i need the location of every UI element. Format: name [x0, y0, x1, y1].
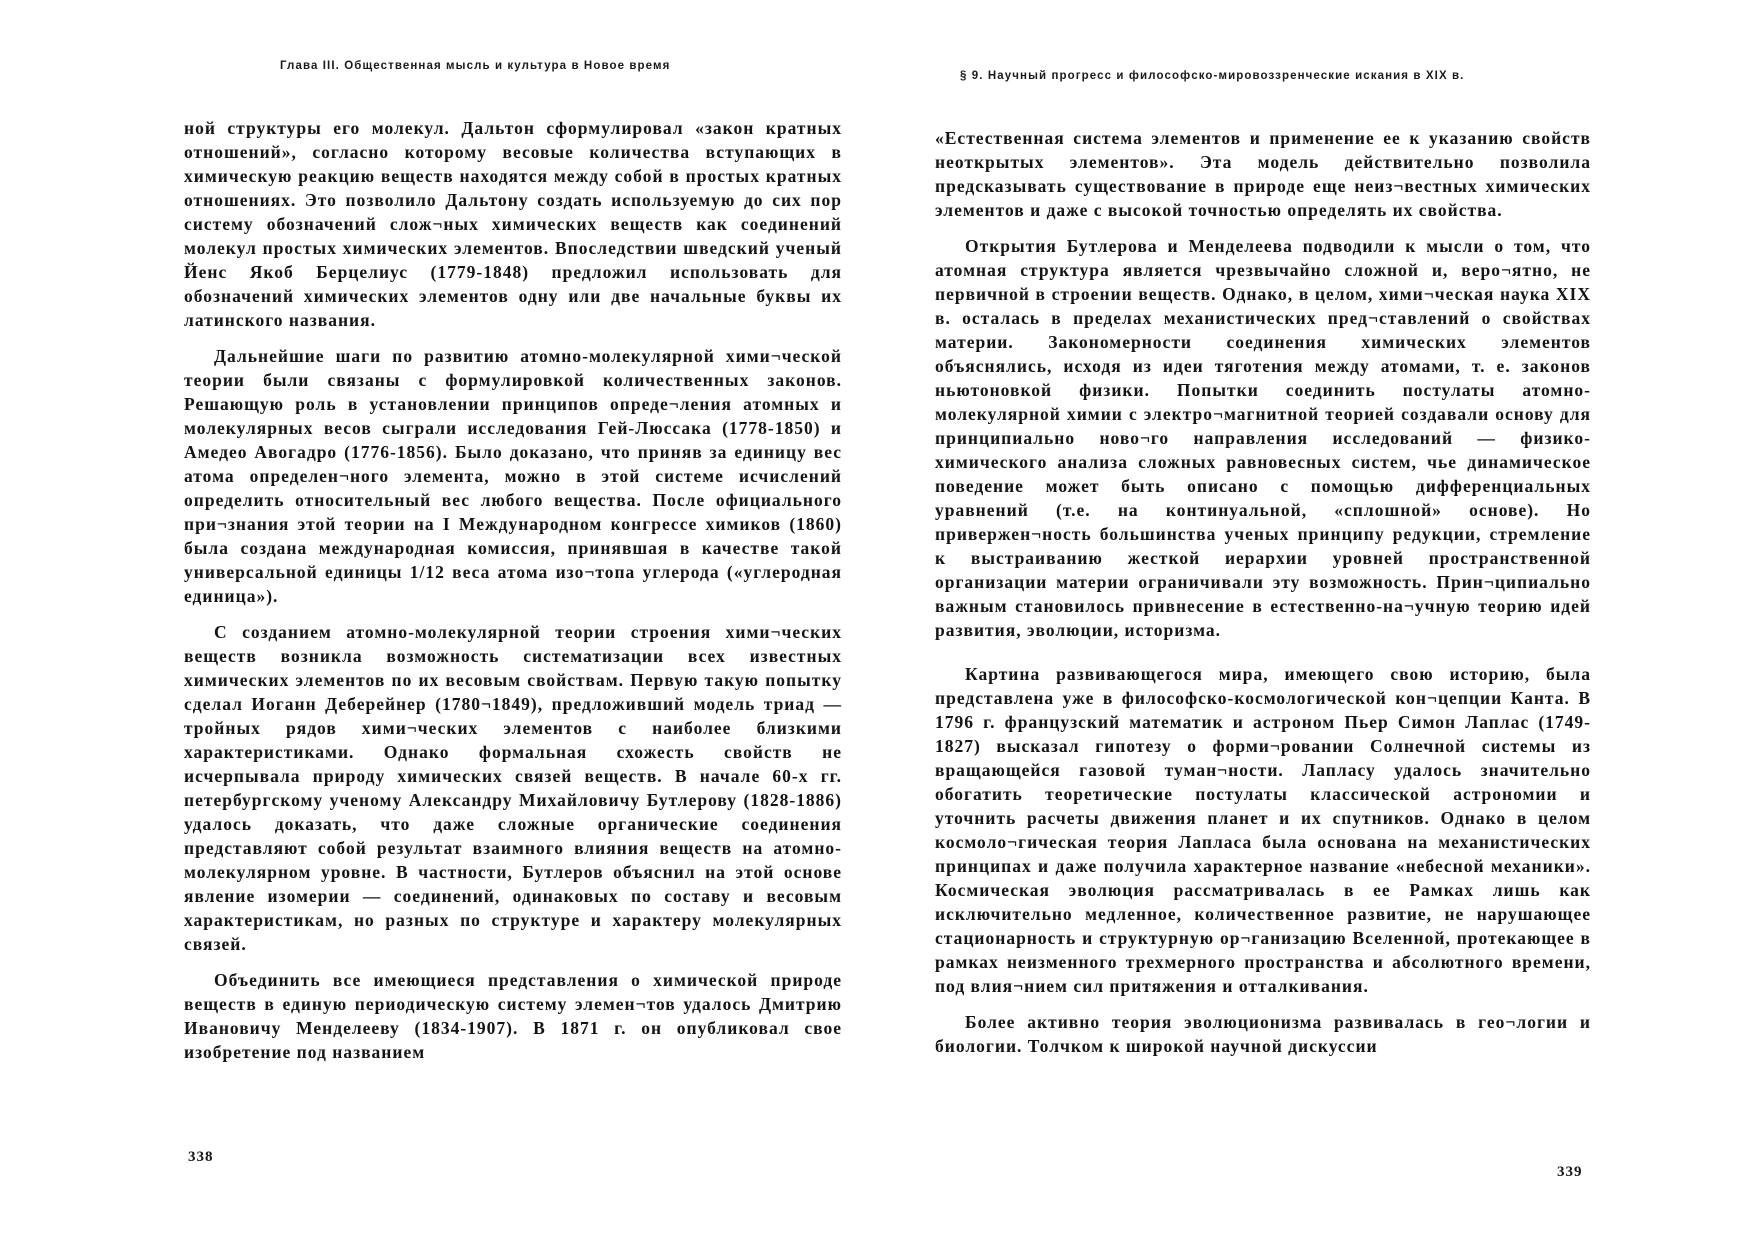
paragraph: Объединить все имеющиеся представления о химической природе веществ в единую периодическую систему элемен¬тов удалось Дмитрию Ивановичу Менделееву (1834-1907). В 1871 г. он опубликовал свое изобретение под названием	[184, 970, 842, 1062]
paragraph: ной структуры его молекул. Дальтон сформулировал «закон кратных отношений», согласно которому весовые количества вступающих в химическую реакцию веществ находятся между собой в простых кратных отношениях. Это позволило Дальтону создать используемую до сих пор систему обозначений слож¬ных химических веществ как соединений молекул простых химических элементов. Впоследствии шведский ученый Йенс Якоб Берцелиус (1779-1848) предложил использовать для обозначений химических элементов одну или две начальные буквы их латинского названия.	[184, 118, 842, 330]
running-head: Глава III. Общественная мысль и культура в Новое время	[280, 60, 671, 72]
right-page	[877, 0, 1754, 1239]
body-text	[184, 116, 842, 1076]
body-text	[935, 126, 1591, 1070]
paragraph: Открытия Бутлерова и Менделеева подводили к мысли о том, что атомная структура является чрезвычайно сложной и, веро¬ятно, не первичной в строении веществ. Однако, в целом, хими¬ческая наука XIX в. осталась в пределах механистических пред¬ставлений о свойствах материи. Закономерности соединения химических элементов объяснялись, исходя из идеи тяготения между атомами, т. е. законов ньютоновкой физики. Попытки соединить постулаты атомно-молекулярной химии с электро¬магнитной теорией создавали основу для принципиально ново¬го направления исследований — физико-химического анализа сложных равновесных систем, чье динамическое поведение может быть описано с помощью дифференциальных уравнений (т.е. на континуальной, «сплошной» основе). Но привержен¬ность большинства ученых принципу редукции, стремление к выстраиванию жесткой иерархии уровней пространственной организации материи ограничивали эту возможность. Прин¬ципиально важным становилось привнесение в естественно-на¬учную теорию идей развития, эволюции, историзма.	[935, 236, 1591, 640]
paragraph: Картина развивающегося мира, имеющего свою историю, была представлена уже в философско-космологической кон¬цепции Канта. В 1796 г. французский математик и астроном Пьер Симон Лаплас (1749-1827) высказал гипотезу о форми¬ровании Солнечной системы из вращающейся газовой туман¬ности. Лапласу удалось значительно обогатить теоретические постулаты классической астрономии и уточнить расчеты движения планет и их спутников. Однако в целом космоло¬гическая теория Лапласа была основана на механистических принципах и даже получила характерное название «небесной механики». Космическая эволюция рассматривалась в ее Рамках лишь как исключительно медленное, количественное развитие, не нарушающее стационарность и структурную ор¬ганизацию Вселенной, протекающее в рамках неизменного трехмерного пространства и абсолютного времени, под влия¬нием сил притяжения и отталкивания.	[935, 664, 1591, 996]
running-head: § 9. Научный прогресс и философско-мировоззренческие искания в XIX в.	[960, 70, 1465, 82]
page-number: 339	[1557, 1164, 1583, 1180]
paragraph: Дальнейшие шаги по развитию атомно-молекулярной хими¬ческой теории были связаны с формулировкой количественных законов. Решающую роль в установлении принципов опреде¬ления атомных и молекулярных весов сыграли исследования Гей-Люссака (1778-1850) и Амедео Авогадро (1776-1856). Было доказано, что приняв за единицу вес атома определен¬ного элемента, можно в этой системе исчислений определить относительный вес любого вещества. После официального при¬знания этой теории на I Международном конгрессе химиков (1860) была создана международная комиссия, принявшая в качестве такой универсальной единицы 1/12 веса атома изо¬топа углерода («углеродная единица»).	[184, 346, 842, 606]
paragraph: Более активно теория эволюционизма развивалась в гео¬логии и биологии. Толчком к широкой научной дискуссии	[935, 1012, 1591, 1056]
paragraph: «Естественная система элементов и применение ее к указанию свойств неоткрытых элементов». Эта модель действительно позволила предсказывать существование в природе еще неиз¬вестных химических элементов и даже с высокой точностью определять их свойства.	[935, 128, 1591, 220]
page-number: 338	[188, 1149, 214, 1165]
paragraph: С созданием атомно-молекулярной теории строения хими¬ческих веществ возникла возможность систематизации всех известных химических элементов по их весовым свойствам. Первую такую попытку сделал Иоганн Деберейнер (1780¬1849), предложивший модель триад — тройных рядов хими¬ческих элементов с наиболее близкими характеристиками. Однако формальная схожесть свойств не исчерпывала природу химических связей веществ. В начале 60-х гг. петербургскому ученому Александру Михайловичу Бутлерову (1828-1886) удалось доказать, что даже сложные органические соединения представляют собой результат взаимного влияния веществ на атомно-молекулярном уровне. В частности, Бутлеров объяснил на этой основе явление изомерии — соединений, одинаковых по составу и весовым характеристикам, но разных по структуре и характеру молекулярных связей.	[184, 622, 842, 954]
